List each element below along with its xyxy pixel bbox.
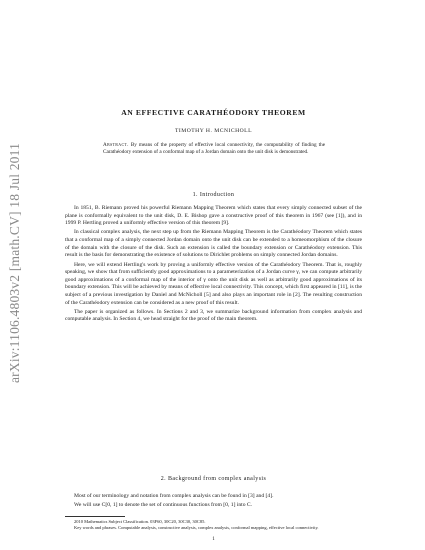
arxiv-identifier-stamp xyxy=(6,98,24,428)
background-body xyxy=(65,493,362,512)
section-heading-introduction: 1. Introduction xyxy=(192,192,235,198)
page-number: 1 xyxy=(212,536,215,542)
introduction-body xyxy=(65,205,362,326)
paper-title: AN EFFECTIVE CARATHÉODORY THEOREM xyxy=(121,108,306,117)
paper-author: TIMOTHY H. MCNICHOLL xyxy=(174,128,253,134)
footnote-msc: 2010 Mathematics Subject Classification. 03F60, 30C20, 30C30, 30C85. xyxy=(74,519,206,524)
paragraph: We will use C[0, 1] to denote the set of continuous functions from [0, 1] into C. xyxy=(74,502,253,509)
footnote-divider xyxy=(65,516,125,517)
footnotes xyxy=(74,519,362,531)
arxiv-identifier-text: arXiv:1106.4803v2 [math.CV] 18 Jul 2011 xyxy=(7,142,22,384)
footnote-keywords: Key words and phrases. Computable analysis, constructive analysis, complex analysis, conformal mapping, effective local connectivity. xyxy=(74,525,319,530)
paragraph: Most of our terminology and notation from complex analysis can be found in [3] and [4]. xyxy=(74,493,274,499)
abstract-label: Abstract. xyxy=(103,142,129,148)
abstract xyxy=(103,142,325,157)
paragraph: Here, we will extend Hertling's work by proving a uniformly effective version of the Carathéodory Theorem. That is, roughly speaking, we show that from sufficiently good approximations to a parameterization of a Jordan curve γ, we can compute arbitrarily good approximations of a conformal map of the interior of γ onto the unit disk as well as arbitrarily good approximations of its boundary extension. This will be achieved by means of effective local connectivity. This concept, which first appeared in [11], is the subject of a previous investigation by Daniel and McNicholl [5] and also plays an important role in [2]. The resulting construction of the Carathéodory extension can be considered as a new proof of this result. xyxy=(65,261,362,306)
abstract-text: By means of the property of effective local connectivity, the computability of finding the Carathéodory extension of a conformal map of a Jordan domain onto the unit disk is demonstrated. xyxy=(103,142,325,156)
section-heading-background: 2. Background from complex analysis xyxy=(160,476,267,482)
paragraph: In classical complex analysis, the next step up from the Riemann Mapping Theorem is the Carathéodory Theorem which states that a conformal map of a simply connected Jordan domain onto the unit disk can be extended to a homeomorphism of the closure of the domain with the closure of the disk. Such an extension is called the boundary extension or Carathéodory extension. This result is the basis for demonstrating the existence of solutions to Dirichlet problems on simply connected Jordan domains. xyxy=(65,229,362,259)
paragraph: In 1851, B. Riemann proved his powerful Riemann Mapping Theorem which states that every simply connected subset of the plane is conformally equivalent to the unit disk, D. E. Bishop gave a constructive proof of this theorem in 1967 (see [1]), and in 1999 P. Hertling proved a uniformly effective version of this theorem [9]. xyxy=(65,205,362,227)
paragraph: The paper is organized as follows. In Sections 2 and 3, we summarize background information from complex analysis and computable analysis. In Section 4, we head straight for the proof of the main theorem. xyxy=(65,308,362,323)
